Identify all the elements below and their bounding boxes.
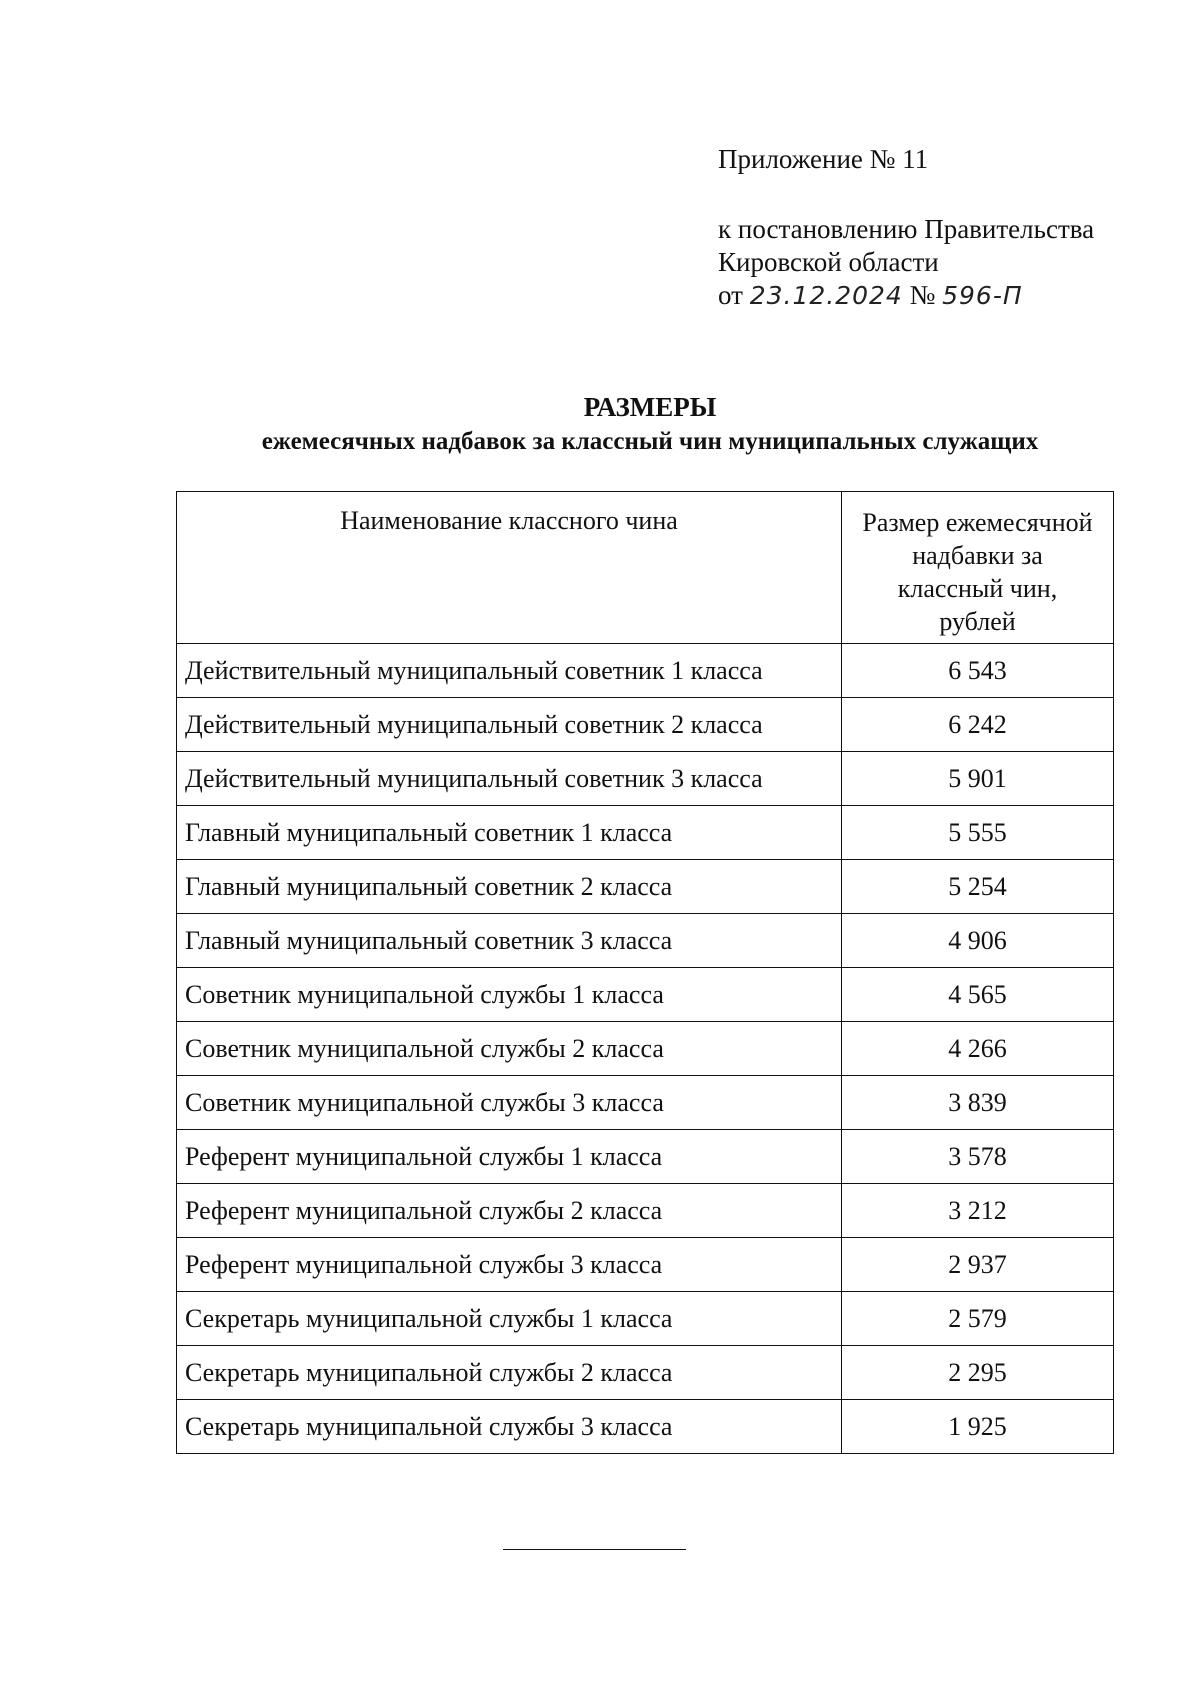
rank-name: Советник муниципальной службы 3 класса [177, 1076, 842, 1130]
document-title: РАЗМЕРЫ [583, 392, 717, 422]
header-rank-name: Наименование классного чина [177, 492, 842, 644]
header-allowance-line: классный чин, [897, 574, 1058, 603]
table-row [177, 806, 1114, 860]
rank-name: Действительный муниципальный советник 1 класса [177, 644, 842, 698]
allowance-value: 3 839 [842, 1076, 1114, 1130]
allowance-value: 3 578 [842, 1130, 1114, 1184]
table-row [177, 1346, 1114, 1400]
header-allowance-line: надбавки за [912, 541, 1043, 570]
table-row [177, 860, 1114, 914]
appendix-resolution: к постановлению Правительства [718, 214, 1095, 244]
rank-name: Главный муниципальный советник 3 класса [177, 914, 842, 968]
number-prefix: № [909, 280, 936, 310]
header-allowance-size [842, 492, 1114, 644]
table-row [177, 914, 1114, 968]
rank-name: Советник муниципальной службы 2 класса [177, 1022, 842, 1076]
table-row [177, 968, 1114, 1022]
closing-rule [503, 1549, 686, 1550]
table-row [177, 644, 1114, 698]
table-row [177, 1130, 1114, 1184]
table-row [177, 1022, 1114, 1076]
rank-name: Действительный муниципальный советник 2 класса [177, 698, 842, 752]
rank-name: Главный муниципальный советник 2 класса [177, 860, 842, 914]
table-header-row [177, 492, 1114, 644]
allowance-value: 2 937 [842, 1238, 1114, 1292]
table-row [177, 1184, 1114, 1238]
allowance-value: 2 295 [842, 1346, 1114, 1400]
rank-name: Референт муниципальной службы 1 класса [177, 1130, 842, 1184]
allowance-value: 4 266 [842, 1022, 1114, 1076]
rank-name: Секретарь муниципальной службы 3 класса [177, 1400, 842, 1454]
rank-name: Референт муниципальной службы 2 класса [177, 1184, 842, 1238]
table-row [177, 1238, 1114, 1292]
rank-name: Референт муниципальной службы 3 класса [177, 1238, 842, 1292]
allowance-value: 5 254 [842, 860, 1114, 914]
allowance-value: 6 543 [842, 644, 1114, 698]
date-prefix: от [718, 280, 743, 310]
allowance-value: 4 565 [842, 968, 1114, 1022]
header-allowance-line: рублей [939, 607, 1016, 636]
allowance-value: 6 242 [842, 698, 1114, 752]
rank-name: Секретарь муниципальной службы 1 класса [177, 1292, 842, 1346]
table-row [177, 752, 1114, 806]
allowance-value: 3 212 [842, 1184, 1114, 1238]
table-row [177, 1400, 1114, 1454]
appendix-number: Приложение № 11 [718, 144, 929, 174]
rank-name: Главный муниципальный советник 1 класса [177, 806, 842, 860]
header-allowance-line: Размер ежемесячной [862, 508, 1093, 537]
allowance-value: 5 555 [842, 806, 1114, 860]
table-row [177, 1292, 1114, 1346]
appendix-date-line [718, 279, 1094, 312]
allowance-value: 1 925 [842, 1400, 1114, 1454]
rank-name: Советник муниципальной службы 1 класса [177, 968, 842, 1022]
table-row [177, 1076, 1114, 1130]
rank-name: Секретарь муниципальной службы 2 класса [177, 1346, 842, 1400]
table-row [177, 698, 1114, 752]
allowance-value: 4 906 [842, 914, 1114, 968]
handwritten-number: 596-П [942, 281, 1023, 310]
document-subtitle: ежемесячных надбавок за классный чин муниципальных служащих [261, 428, 1039, 455]
allowance-table [176, 491, 1114, 1454]
allowance-value: 5 901 [842, 752, 1114, 806]
appendix-region: Кировской области [718, 247, 939, 277]
handwritten-date: 23.12.2024 [749, 281, 903, 310]
appendix-block [718, 143, 1094, 312]
rank-name: Действительный муниципальный советник 3 класса [177, 752, 842, 806]
allowance-value: 2 579 [842, 1292, 1114, 1346]
